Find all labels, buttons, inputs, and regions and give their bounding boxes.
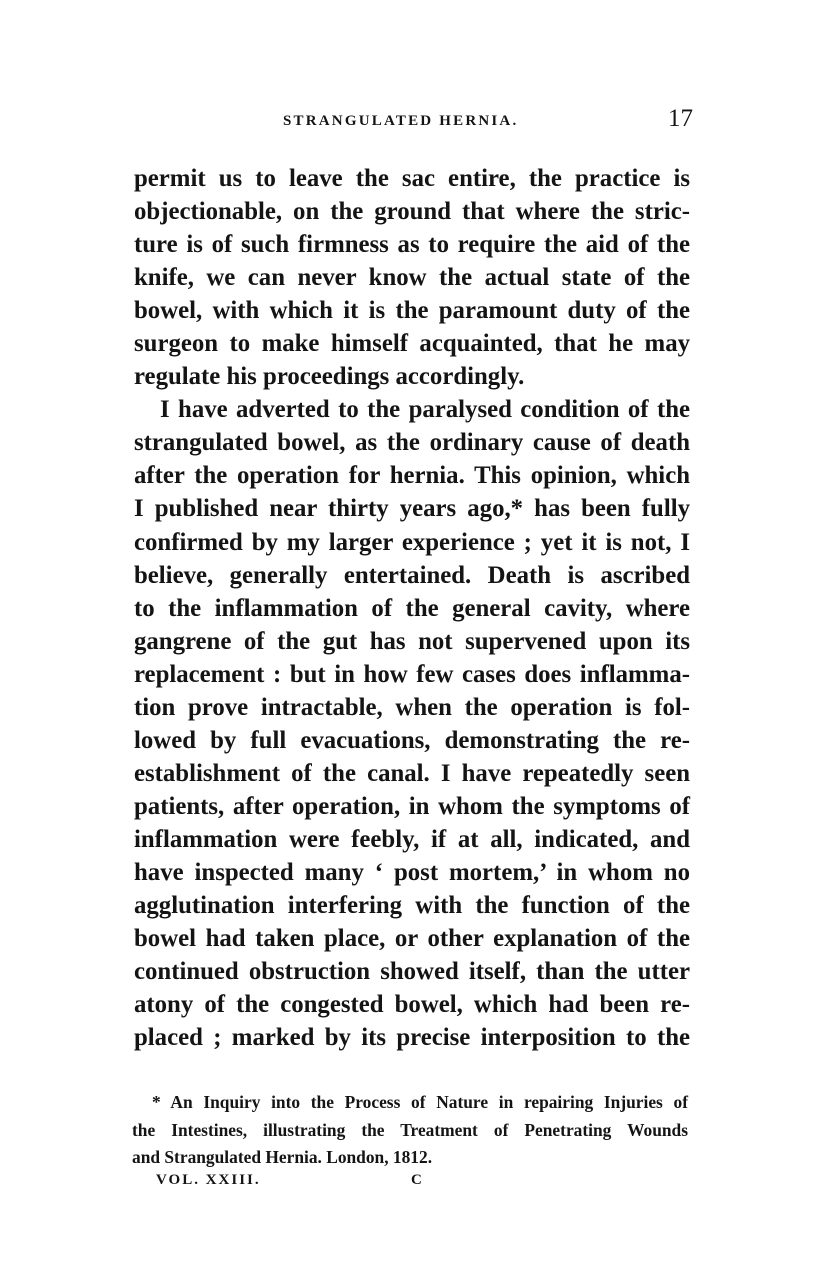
text-line: permit us to leave the sac entire, the practice is (134, 165, 690, 192)
text-line: continued obstruction showed itself, than the utter (134, 958, 690, 986)
text-line: after the operation for hernia. This opinion, which (134, 462, 690, 490)
text-line: strangulated bowel, as the ordinary cause of death (134, 429, 690, 457)
text-line: ture is of such firmness as to require the aid of the (134, 231, 690, 259)
footnote-line: and Strangulated Hernia. London, 1812. (132, 1147, 433, 1167)
text-line: inflammation were feebly, if at all, indicated, and (134, 825, 690, 853)
text-line: establishment of the canal. I have repeatedly seen (134, 759, 690, 787)
text-line: placed ; marked by its precise interposition to the (134, 1024, 690, 1052)
text-line: confirmed by my larger experience ; yet it is not, I (134, 528, 690, 556)
body-text (134, 162, 690, 1054)
text-line: I published near thirty years ago,* has been fully (134, 495, 690, 523)
text-line: gangrene of the gut has not supervened upon its (134, 627, 690, 655)
text-line: I have adverted to the paralysed condition of the (160, 396, 690, 424)
volume-signature: VOL. XXIII. (156, 1172, 261, 1188)
text-line: surgeon to make himself acquainted, that he may (134, 330, 690, 358)
text-line: tion prove intractable, when the operation is fol- (134, 693, 690, 721)
text-line: believe, generally entertained. Death is ascribed (134, 561, 690, 589)
footnote-line: the Intestines, illustrating the Treatment of Penetrating Wounds (132, 1119, 688, 1140)
text-line: agglutination interfering with the function of the (134, 892, 690, 920)
text-line: bowel, with which it is the paramount duty of the (134, 297, 690, 325)
text-line: patients, after operation, in whom the symptoms of (134, 792, 690, 820)
text-line: lowed by full evacuations, demonstrating the re- (134, 726, 690, 754)
page-number: 17 (668, 105, 693, 132)
text-line: objectionable, on the ground that where the stric- (134, 198, 690, 226)
signature-mark: C (411, 1172, 422, 1188)
text-line: atony of the congested bowel, which had been re- (134, 991, 690, 1019)
text-line: replacement : but in how few cases does inflamma- (134, 660, 690, 688)
text-line: regulate his proceedings accordingly. (134, 363, 525, 391)
footnote-line: * An Inquiry into the Process of Nature in repairing Injuries of (152, 1092, 688, 1112)
text-line: bowel had taken place, or other explanation of the (134, 925, 690, 953)
text-line: have inspected many ‘ post mortem,’ in whom no (134, 858, 690, 886)
footnote (132, 1089, 688, 1172)
text-line: knife, we can never know the actual state of the (134, 264, 690, 292)
text-line: to the inflammation of the general cavity, where (134, 594, 690, 622)
running-title: STRANGULATED HERNIA. (283, 113, 519, 129)
